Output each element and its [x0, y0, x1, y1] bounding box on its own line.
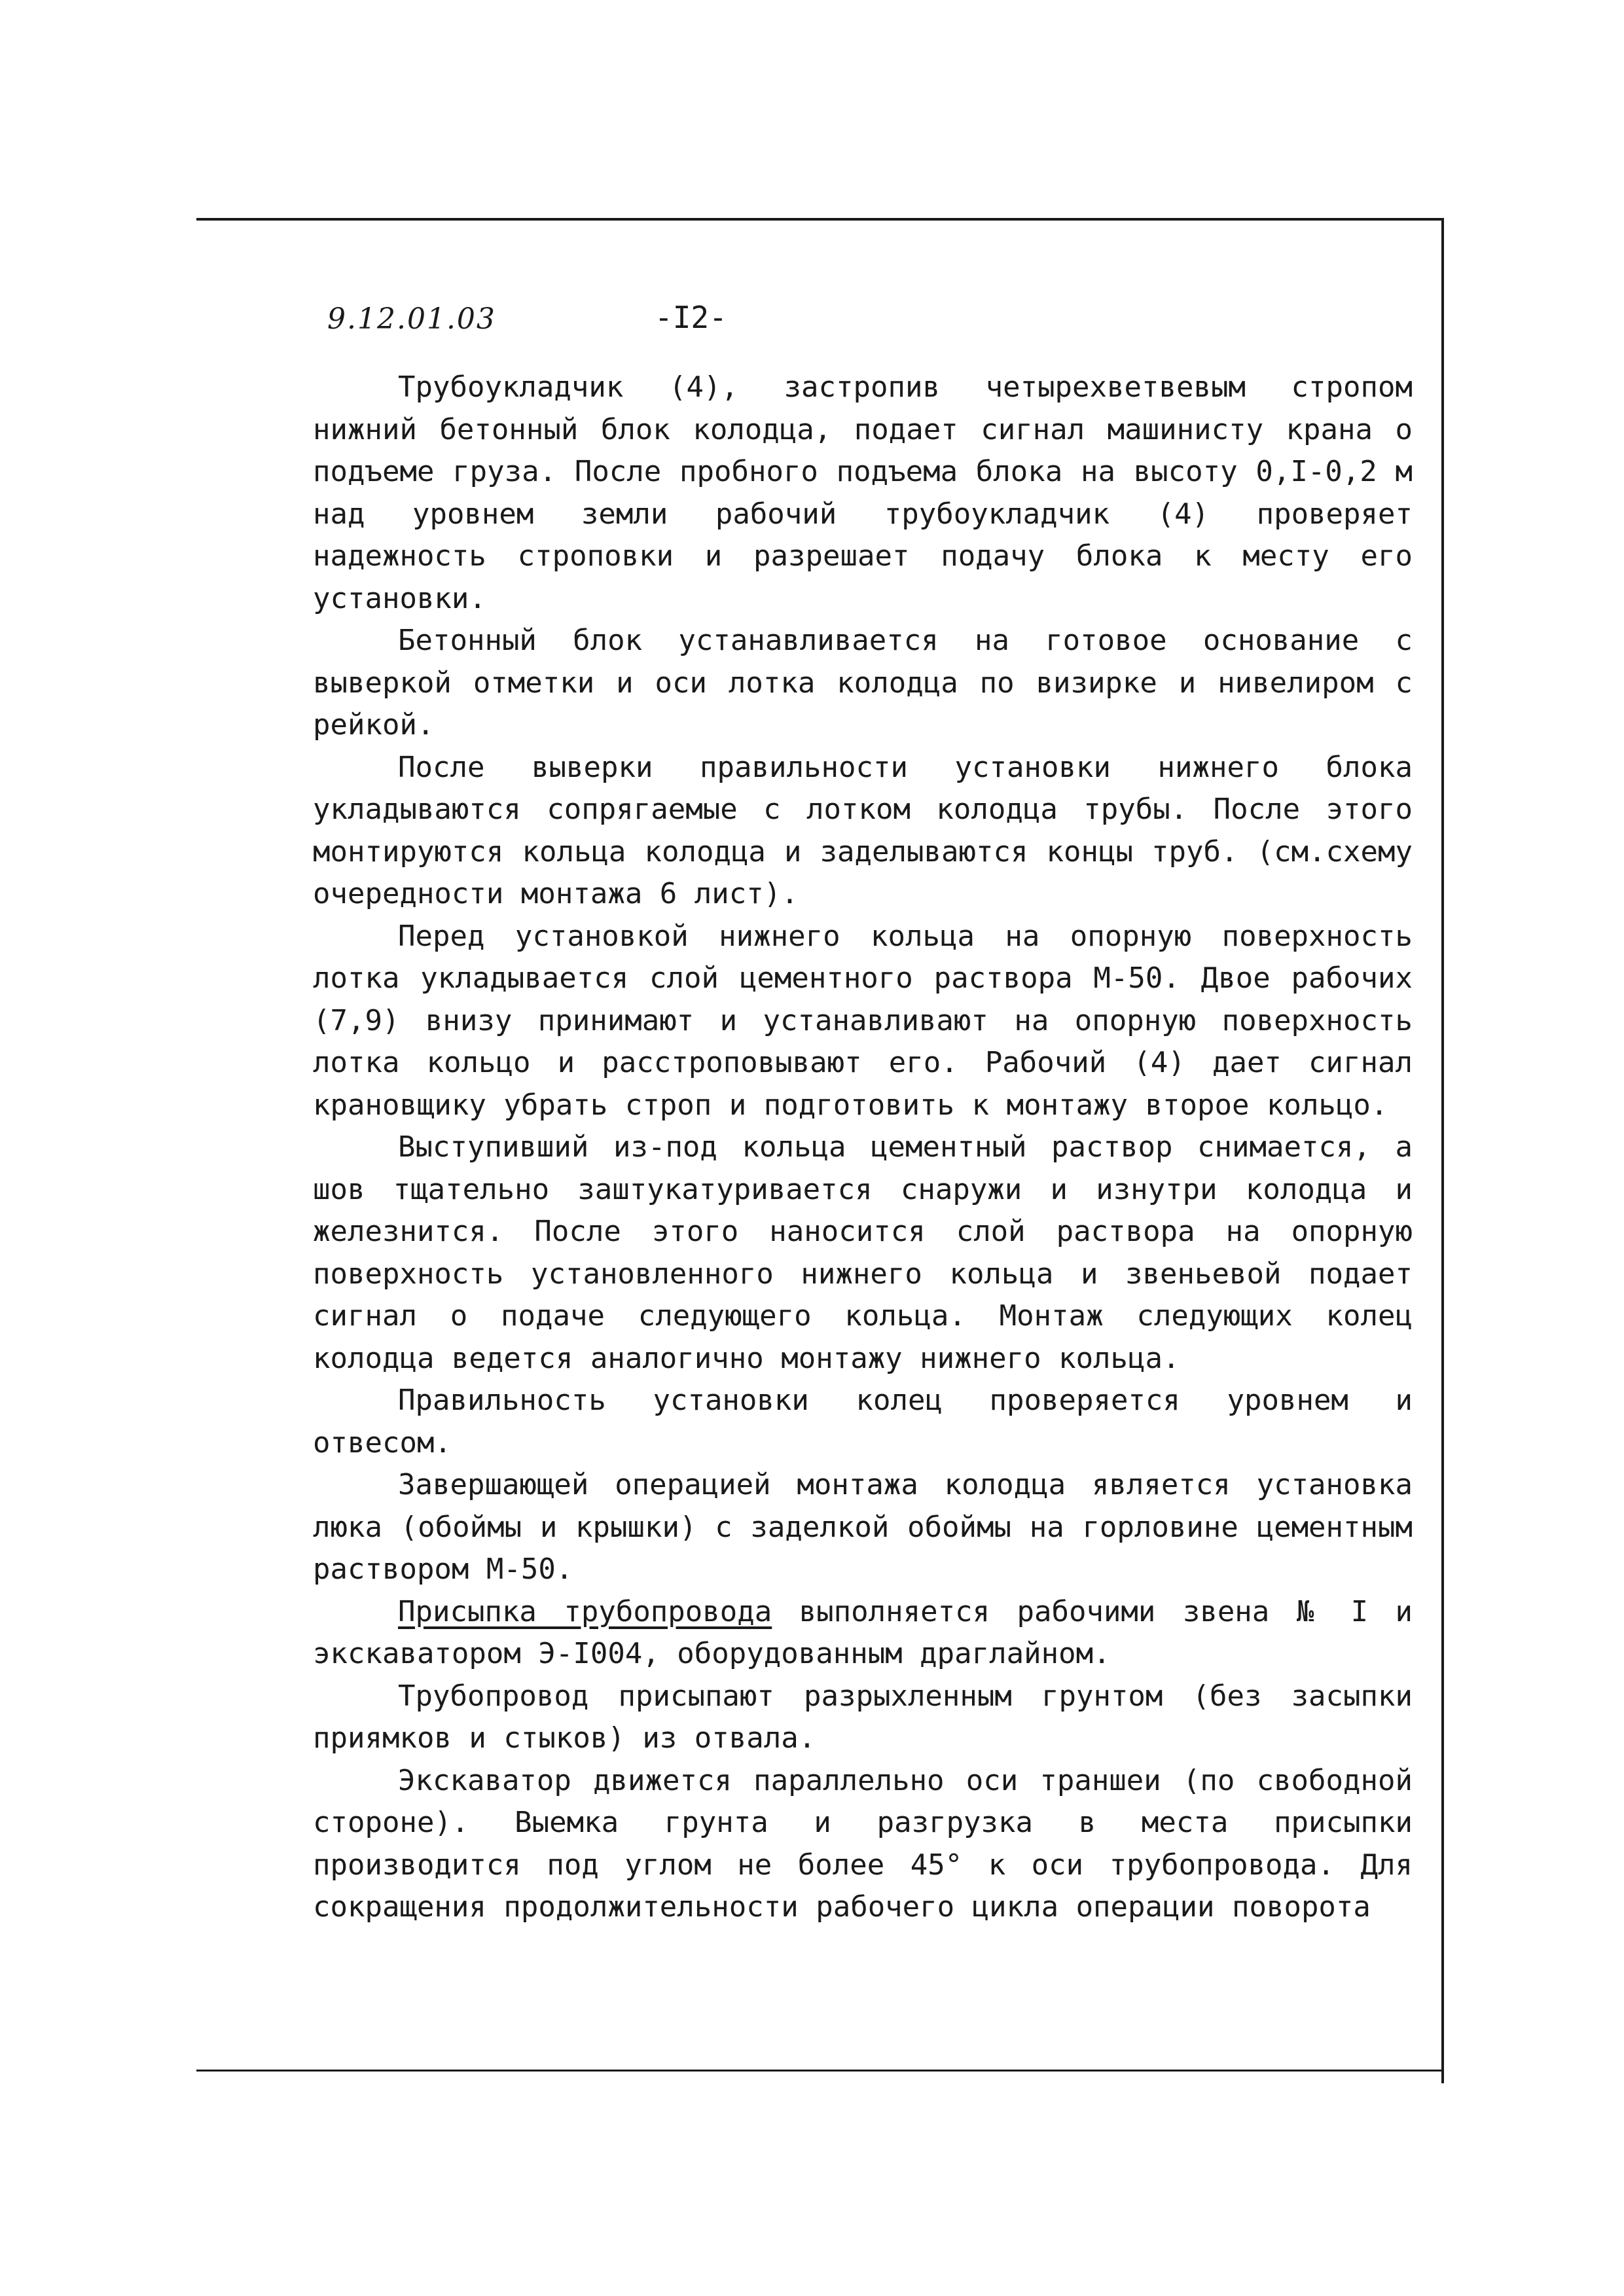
- paragraph-8-text: выполняется рабочими звена № I и экскаватором Э-I004, оборудованным драглайном.: [313, 1594, 1413, 1670]
- frame-top-border: [196, 218, 1443, 221]
- paragraph-7: Завершающей операцией монтажа колодца является установка люка (обоймы и крышки) с заделкой обоймы на горловине цементным раствором М-50.: [313, 1468, 1413, 1586]
- frame-bottom-border: [196, 2070, 1443, 2072]
- document-code: 9.12.01.03: [327, 302, 496, 336]
- section-lead-heading: Присыпка трубопровода: [398, 1594, 772, 1628]
- paragraph-9: Трубопровод присыпают разрыхленным грунтом (без засыпки приямков и стыков) из отвала.: [313, 1679, 1413, 1755]
- paragraph-3: После выверки правильности установки нижнего блока укладываются сопрягаемые с лотком колодца трубы. После этого монтируются кольца колодца и заделываются концы труб. (см.схему очередности монтажа 6 лист).: [313, 750, 1413, 910]
- body-text: [313, 367, 1413, 1929]
- page-number: -I2-: [655, 300, 727, 335]
- paragraph-6: Правильность установки колец проверяется уровнем и отвесом.: [313, 1384, 1413, 1460]
- paragraph-1: Трубоукладчик (4), застропив четырехветвевым стропом нижний бетонный блок колодца, подает сигнал машинисту крана о подъеме груза. После пробного подъема блока на высоту 0,I-0,2 м над уровнем земли рабочий трубоукладчик (4) проверяет надежность строповки и разрешает подачу блока к месту его установки.: [313, 370, 1413, 615]
- paragraph-8: [313, 1591, 1413, 1676]
- frame-right-border: [1441, 218, 1444, 2083]
- paragraph-10: Экскаватор движется параллельно оси траншеи (по свободной стороне). Выемка грунта и разгрузка в места присыпки производится под углом не более 45° к оси трубопровода. Для сокращения продолжительности рабочего цикла операции поворота: [313, 1763, 1413, 1924]
- paragraph-5: Выступивший из-под кольца цементный раствор снимается, а шов тщательно заштукатуривается снаружи и изнутри колодца и железнится. После этого наносится слой раствора на опорную поверхность установленного нижнего кольца и звеньевой подает сигнал о подаче следующего кольца. Монтаж следующих колец колодца ведется аналогично монтажу нижнего кольца.: [313, 1130, 1413, 1375]
- paragraph-2: Бетонный блок устанавливается на готовое основание с выверкой отметки и оси лотка колодца по визирке и нивелиром с рейкой.: [313, 624, 1413, 742]
- paragraph-4: Перед установкой нижнего кольца на опорную поверхность лотка укладывается слой цементного раствора М-50. Двое рабочих (7,9) внизу принимают и устанавливают на опорную поверхность лотка кольцо и расстроповывают его. Рабочий (4) дает сигнал крановщику убрать строп и подготовить к монтажу второе кольцо.: [313, 919, 1413, 1122]
